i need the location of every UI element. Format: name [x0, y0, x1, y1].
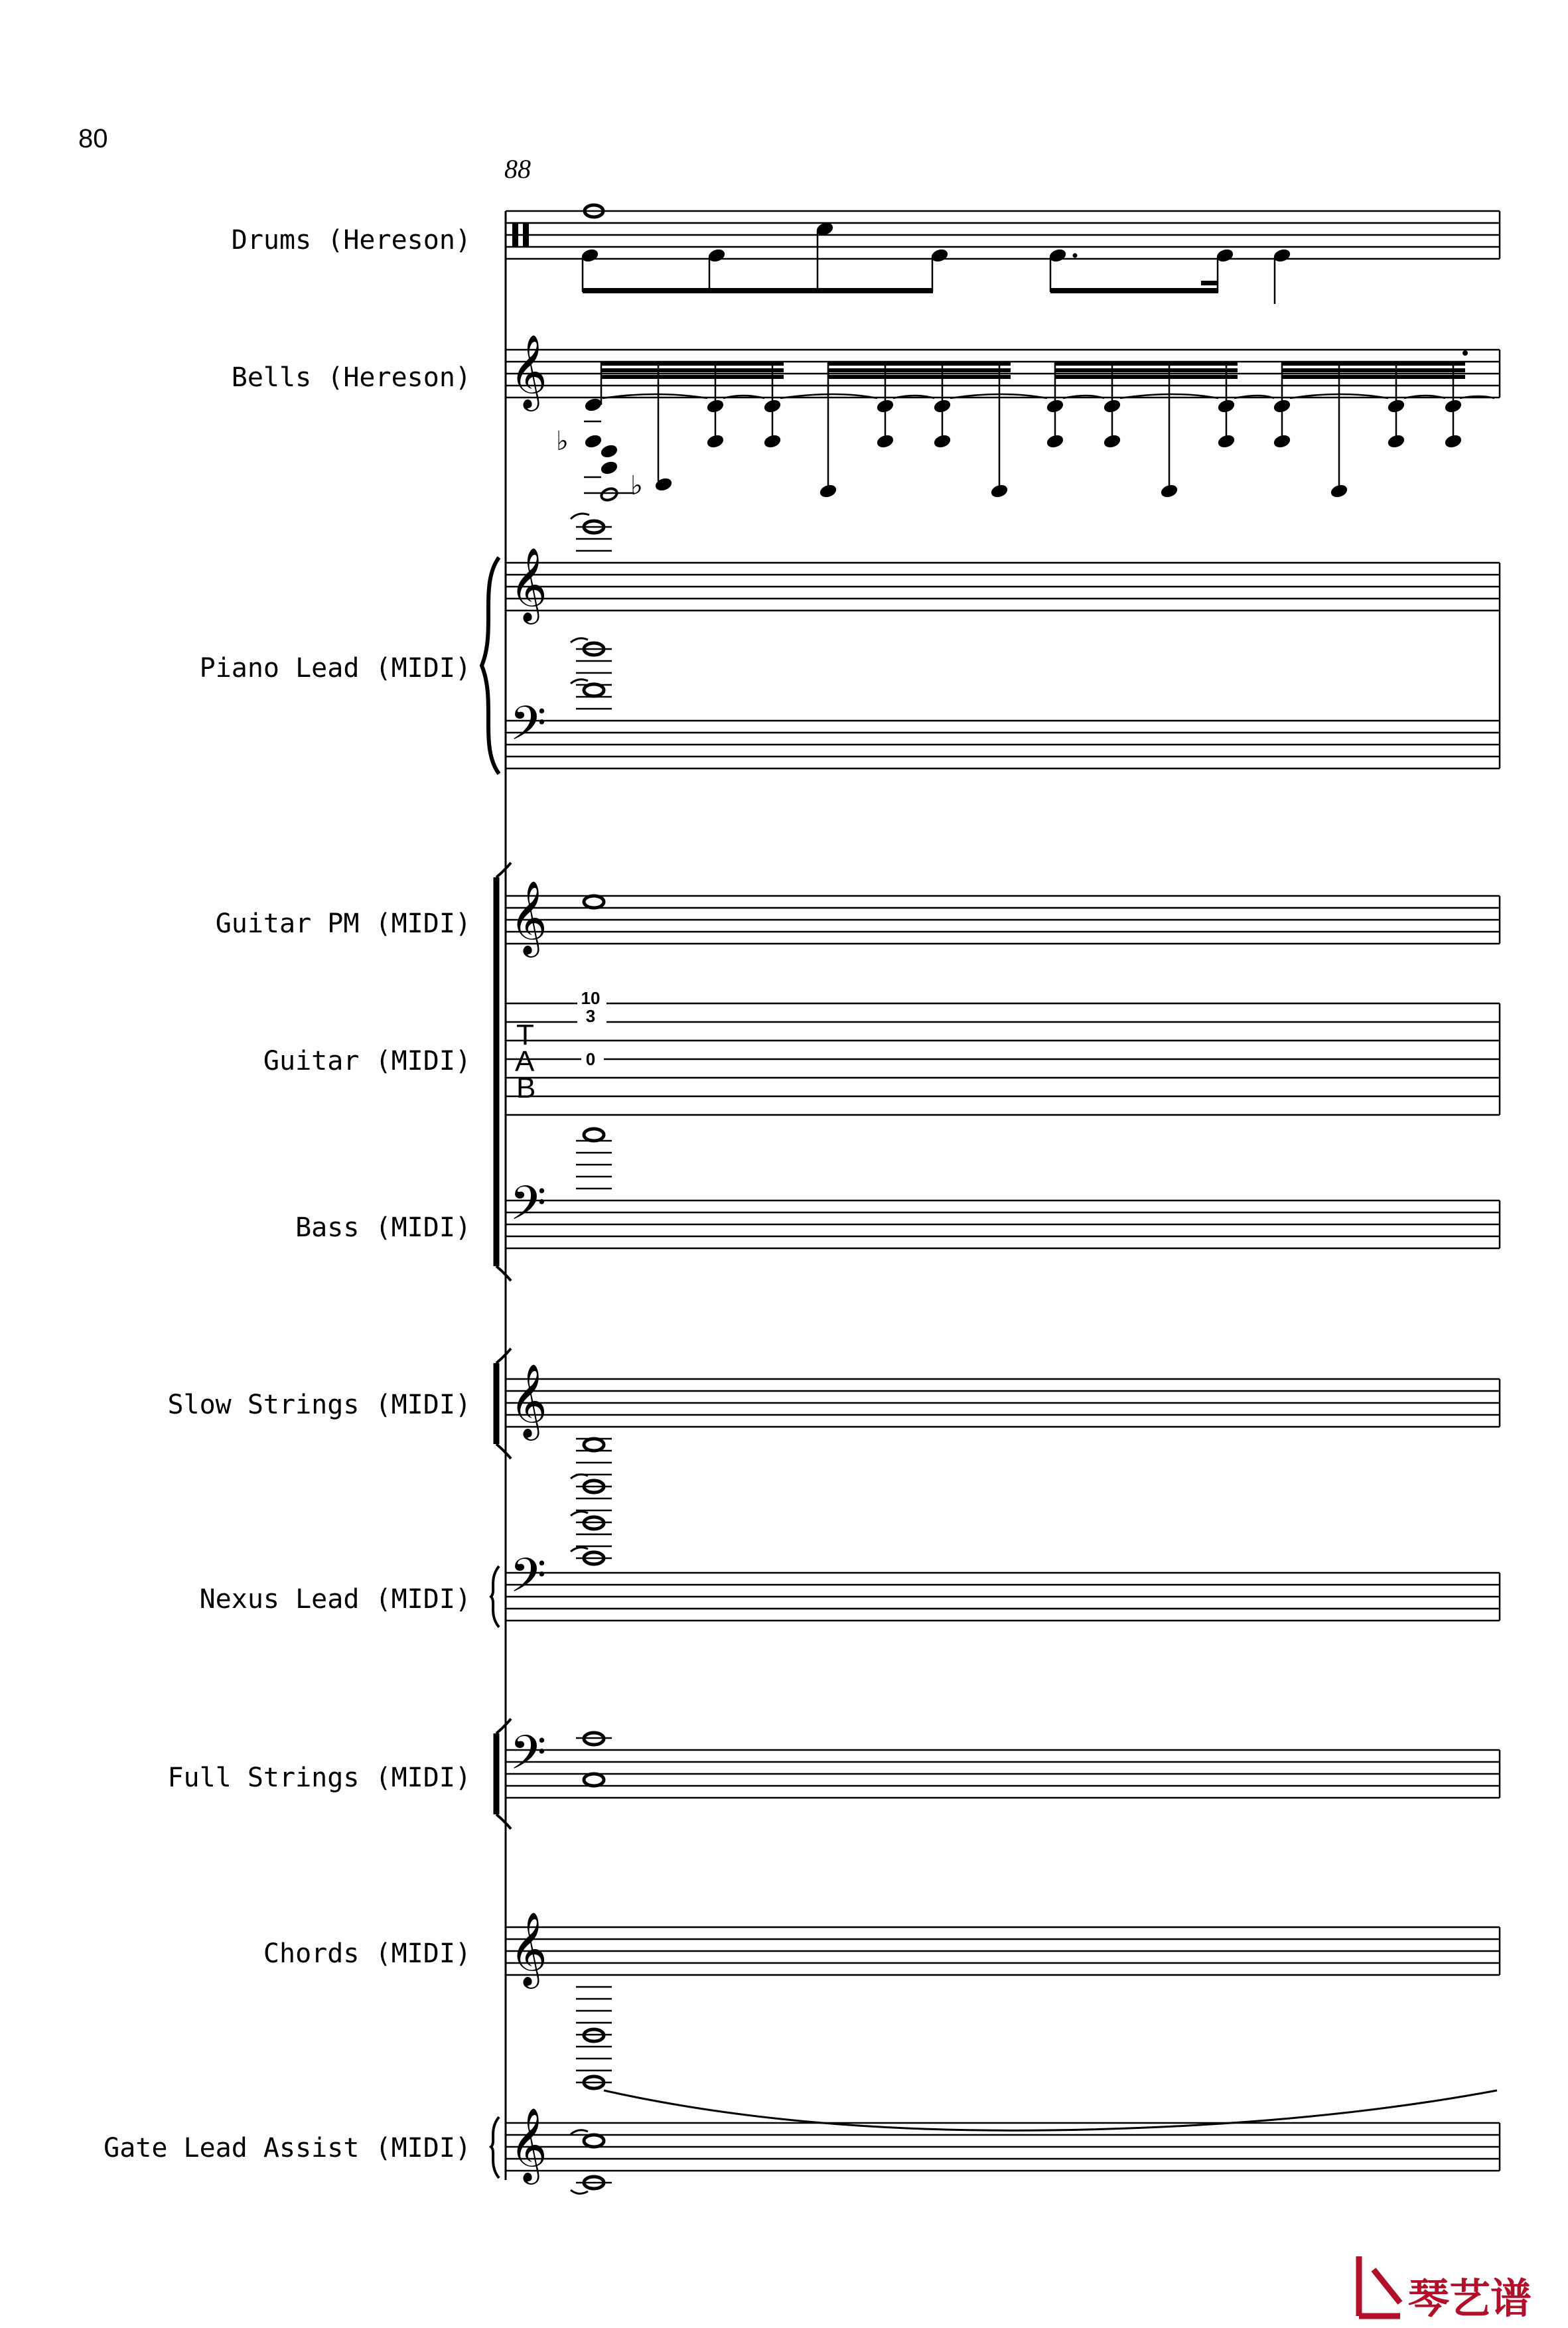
nexus-brace	[491, 1566, 499, 1627]
treble-clef-icon: 𝄞	[510, 880, 547, 954]
tie-slur	[604, 2090, 1497, 2130]
instrument-names	[104, 225, 471, 2163]
treble-clef-icon: 𝄞	[510, 1911, 547, 1986]
bass-clef-icon: 𝄢	[510, 1176, 547, 1242]
staff-guitar-tab	[506, 1003, 1500, 1115]
staff-bass	[506, 1200, 1500, 1248]
bass-clef-icon: 𝄢	[510, 696, 547, 763]
tab-letter: B	[516, 1072, 536, 1104]
slow-strings-notes	[571, 1439, 612, 1564]
tab-fret: 0	[585, 1049, 596, 1069]
treble-clef-icon: 𝄞	[510, 334, 547, 408]
staff-drums	[506, 211, 1500, 259]
watermark-logo	[1359, 2256, 1532, 2323]
note-head	[584, 433, 603, 449]
note-head	[600, 460, 618, 475]
instrument-name-drums: Drums (Hereson)	[231, 225, 471, 255]
drums-notes	[581, 205, 1291, 304]
whole-note	[584, 1774, 604, 1786]
piano-brace	[482, 557, 499, 774]
instrument-name-full-strings: Full Strings (MIDI)	[167, 1763, 471, 1793]
instrument-name-slow-strings: Slow Strings (MIDI)	[167, 1390, 471, 1420]
bass-clef-icon: 𝄢	[510, 1725, 547, 1792]
staff-nexus	[506, 1573, 1500, 1621]
whole-note	[584, 896, 604, 908]
treble-clef-icon: 𝄞	[510, 547, 547, 621]
chords-notes	[576, 1987, 1497, 2130]
gate-brace	[491, 2117, 499, 2178]
measure-number: 88	[504, 154, 531, 184]
staves	[506, 211, 1500, 2171]
bass-clef-icon: 𝄢	[510, 1548, 547, 1615]
staff-piano-bass	[506, 721, 1500, 768]
watermark-text: 琴艺谱	[1408, 2274, 1532, 2323]
logo-icon	[1359, 2256, 1400, 2316]
instrument-name-nexus: Nexus Lead (MIDI)	[199, 1584, 471, 1615]
tab-letter: T	[516, 1019, 534, 1051]
svg-text:♭: ♭	[630, 471, 643, 501]
staff-piano-treble	[506, 563, 1500, 768]
guitar-tab-frets	[577, 988, 606, 1069]
note-head	[584, 397, 603, 412]
gate-notes	[571, 2130, 612, 2194]
instrument-name-guitar-pm: Guitar PM (MIDI)	[215, 909, 471, 939]
page-number: 80	[78, 124, 108, 153]
tab-fret: 10	[581, 988, 601, 1008]
note-head	[600, 443, 618, 459]
treble-clef-icon: 𝄞	[510, 1363, 547, 1437]
whole-note	[584, 1439, 604, 1451]
clefs	[510, 223, 547, 2185]
note-head	[600, 486, 618, 502]
instrument-name-guitar: Guitar (MIDI)	[263, 1046, 471, 1076]
treble-clef-icon: 𝄞	[510, 2107, 547, 2181]
instrument-name-bass: Bass (MIDI)	[295, 1212, 471, 1243]
staff-full-strings	[506, 1750, 1500, 1798]
instrument-name-chords: Chords (MIDI)	[263, 1938, 471, 1969]
instrument-name-bells: Bells (Hereson)	[231, 362, 471, 393]
note-head	[654, 476, 673, 492]
tab-letter: A	[515, 1045, 535, 1078]
instrument-name-piano: Piano Lead (MIDI)	[199, 653, 471, 684]
instrument-name-gate: Gate Lead Assist (MIDI)	[104, 2133, 471, 2163]
staff-bells	[506, 350, 1500, 398]
whole-note	[584, 1129, 604, 1141]
guitar-pm-notes	[584, 896, 604, 908]
whole-note	[584, 684, 604, 696]
tab-fret: 3	[585, 1006, 596, 1026]
bass-notes	[576, 1129, 612, 1189]
staff-guitar-pm	[506, 896, 1500, 944]
svg-text:♭: ♭	[556, 426, 569, 457]
staff-slow-strings	[506, 1379, 1500, 1427]
full-strings-notes	[576, 1733, 612, 1786]
guitar-group-bracket	[496, 863, 511, 1281]
whole-note	[584, 2135, 604, 2147]
staff-chords	[506, 1927, 1500, 1975]
